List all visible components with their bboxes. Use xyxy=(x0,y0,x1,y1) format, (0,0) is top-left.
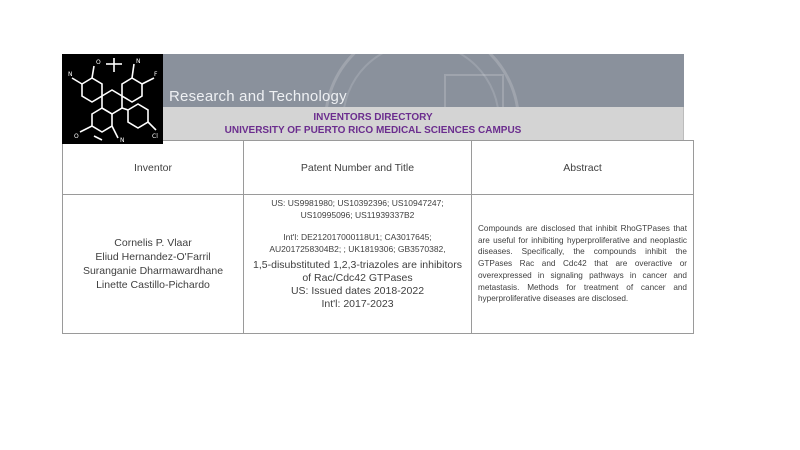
inventor-name: Eliud Hernandez-O'Farril xyxy=(95,251,211,263)
intl-patent-numbers xyxy=(244,231,471,255)
intl-patent-line: AU2017258304B2; ; UK1819306; GB3570382, xyxy=(269,244,446,254)
us-patent-line: US: US9981980; US10392396; US10947247; xyxy=(271,198,444,208)
patent-title-line: of Rac/Cdc42 GTPases xyxy=(302,272,413,284)
header-patent: Patent Number and Title xyxy=(244,141,472,195)
seal-building-mark xyxy=(444,74,504,107)
table-header-row xyxy=(63,141,694,195)
inventor-name: Linette Castillo-Pichardo xyxy=(96,279,210,291)
inventors-directory-page xyxy=(62,54,687,334)
patent-title-line: 1,5-disubstituted 1,2,3-triazoles are inhibitors xyxy=(253,259,462,271)
table-row xyxy=(63,195,694,334)
patent-cell xyxy=(244,195,472,334)
svg-text:Cl: Cl xyxy=(152,133,158,140)
banner-title: Research and Technology xyxy=(169,88,347,105)
abstract-cell: Compounds are disclosed that inhibit RhoGTPases that are useful for inhibiting hyperproliferative and neoplastic diseases. Specifically, the compounds inhibit the GTPases Rac and Cdc42 that are overactive or overexpressed in signaling pathways in cancer and metastasis. Methods for treatment of cancer and hyperproliferative diseases are disclosed. xyxy=(472,195,694,334)
svg-text:N: N xyxy=(136,58,141,65)
directory-title-line1: INVENTORS DIRECTORY xyxy=(313,112,433,123)
svg-text:O: O xyxy=(96,59,101,66)
us-patent-numbers xyxy=(244,197,471,221)
svg-text:N: N xyxy=(120,137,125,144)
inventors-table xyxy=(62,140,694,334)
intl-patent-line: Int'l: DE212017000118U1; CA3017645; xyxy=(283,232,432,242)
inventor-name: Cornelis P. Vlaar xyxy=(114,237,192,249)
svg-text:O: O xyxy=(74,133,79,140)
inventor-name: Suranganie Dharmawardhane xyxy=(82,265,224,277)
directory-title-line2: UNIVERSITY OF PUERTO RICO MEDICAL SCIENCES CAMPUS xyxy=(224,125,522,136)
intl-dates: Int'l: 2017-2023 xyxy=(321,298,394,310)
inventor-cell xyxy=(63,195,244,334)
patent-title xyxy=(244,259,471,311)
molecule-structure-icon xyxy=(62,54,163,144)
svg-text:F: F xyxy=(154,71,158,78)
svg-text:N: N xyxy=(68,71,73,78)
header-inventor: Inventor xyxy=(63,141,244,195)
us-issued-dates: US: Issued dates 2018-2022 xyxy=(290,285,425,297)
header-abstract: Abstract xyxy=(472,141,694,195)
us-patent-line: US10995096; US11939337B2 xyxy=(300,210,415,220)
